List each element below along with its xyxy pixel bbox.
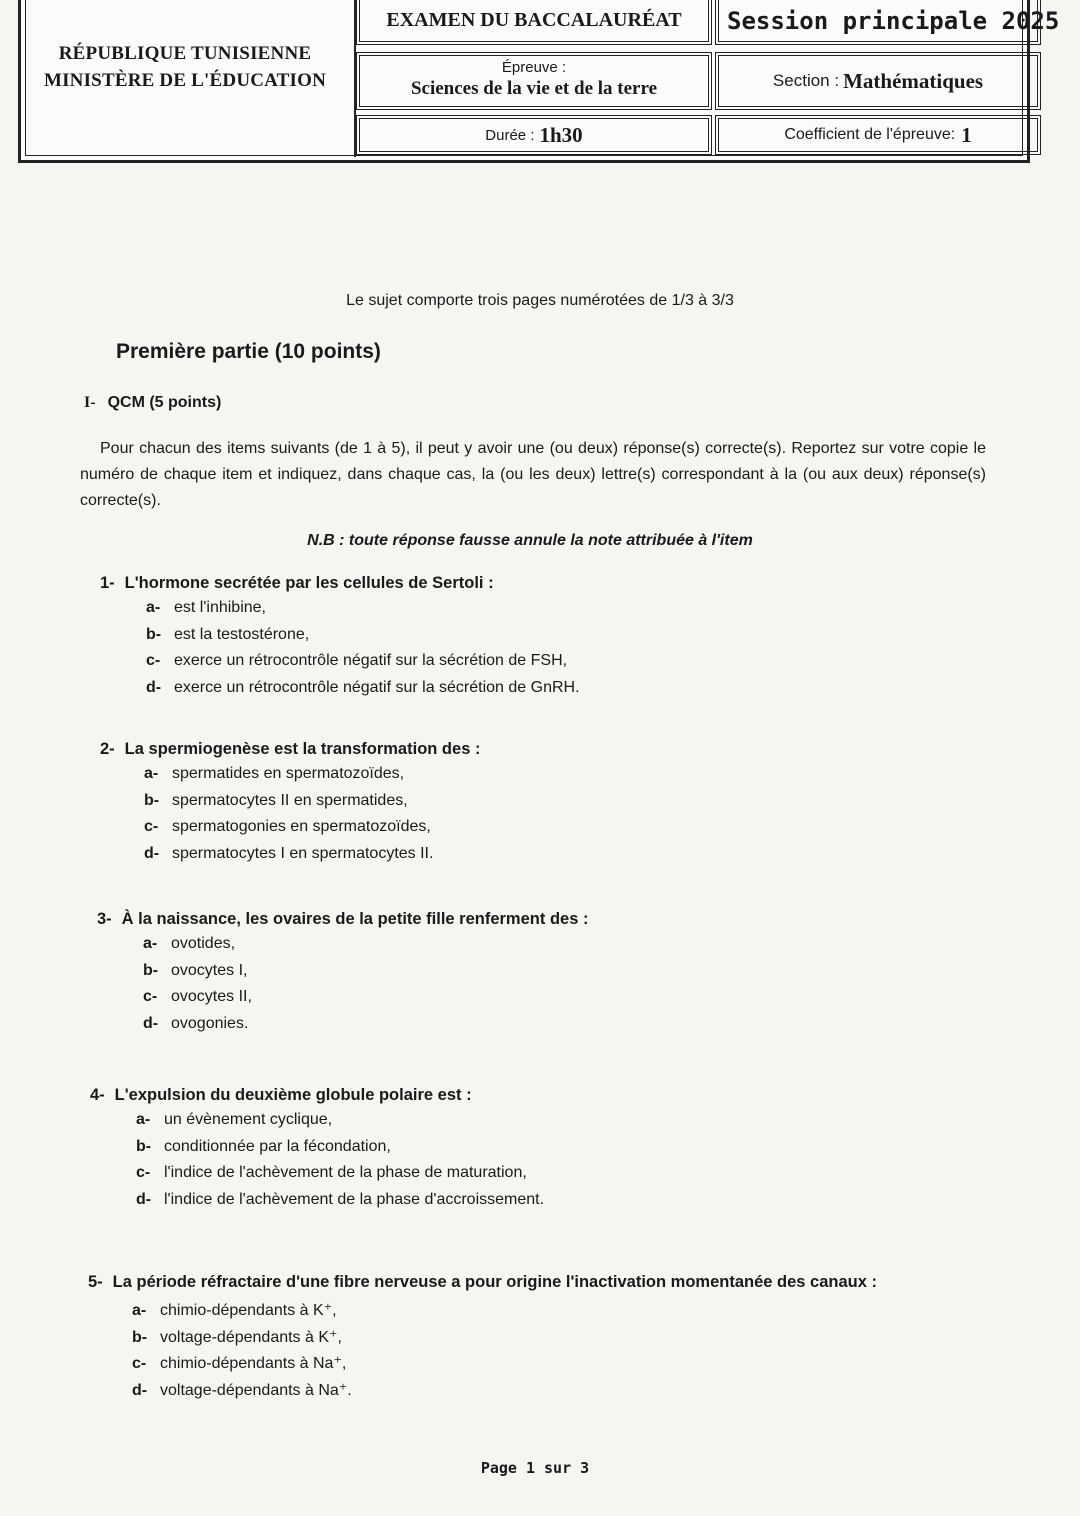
section-value: Mathématiques <box>843 68 984 93</box>
question-text: La période réfractaire d'une fibre nerveuse a pour origine l'inactivation momentanée des canaux : <box>112 1273 877 1291</box>
option-letter: a- <box>143 935 158 952</box>
section-label: Section : <box>772 71 840 90</box>
page-count-note: Le sujet comporte trois pages numérotées de 1/3 à 3/3 <box>346 292 734 309</box>
option-c <box>132 1351 993 1378</box>
section-number: I- <box>84 394 96 411</box>
exam-header <box>18 0 1060 163</box>
option-d <box>136 1187 544 1214</box>
session-cell <box>718 0 1060 42</box>
question-stem <box>100 574 580 593</box>
question-number: 1- <box>100 574 115 592</box>
option-a <box>144 761 480 788</box>
instructions-paragraph: Pour chacun des items suivants (de 1 à 5), il peut y avoir une (ou deux) réponse(s) correcte(s). Reportez sur votre copie le numéro de chaque item et indiquez, dans chaque cas, la (ou les deux) lettre(s) correspondant à la (ou aux deux) réponse(s) correcte(s). <box>80 440 986 509</box>
option-letter: b- <box>136 1137 152 1155</box>
option-list <box>88 1298 993 1404</box>
option-letter: d- <box>136 1190 152 1208</box>
option-text: ovogonies. <box>171 1014 249 1032</box>
option-text: spermatocytes II en spermatides, <box>172 791 408 809</box>
option-d <box>132 1378 993 1405</box>
option-text: un évènement cyclique, <box>164 1111 333 1128</box>
option-letter: d- <box>144 844 160 862</box>
option-text: ovocytes I, <box>171 961 248 979</box>
duree-label: Durée : <box>485 126 535 144</box>
option-letter: c- <box>132 1355 147 1372</box>
option-letter: c- <box>136 1164 151 1181</box>
option-text: chimio-dépendants à K⁺, <box>160 1302 337 1319</box>
option-list <box>90 1107 544 1213</box>
option-b <box>132 1325 993 1352</box>
epreuve-cell <box>359 55 709 107</box>
option-list <box>100 761 480 867</box>
coefficient-label: Coefficient de l'épreuve: <box>784 126 956 143</box>
epreuve-value: Sciences de la vie et de la terre <box>410 78 658 99</box>
question-number: 5- <box>88 1273 103 1291</box>
question-5 <box>88 1267 993 1404</box>
question-text: L'expulsion du deuxième globule polaire est : <box>114 1086 472 1104</box>
option-text: exerce un rétrocontrôle négatif sur la sécrétion de FSH, <box>174 652 568 669</box>
coefficient-value: 1 <box>961 122 972 147</box>
question-number: 2- <box>100 740 115 758</box>
option-text: ovotides, <box>171 935 236 952</box>
question-stem <box>97 910 588 929</box>
question-text: L'hormone secrétée par les cellules de Sertoli : <box>124 574 494 592</box>
question-number: 3- <box>97 910 112 928</box>
session-label: Session principale 2025 <box>727 6 1060 35</box>
option-text: l'indice de l'achèvement de la phase d'accroissement. <box>164 1190 545 1208</box>
exam-title: EXAMEN DU BACCALAURÉAT <box>386 9 682 31</box>
option-letter: b- <box>144 791 160 809</box>
option-text: ovocytes II, <box>171 988 252 1005</box>
header-left-block <box>27 40 343 94</box>
option-text: spermatocytes I en spermatocytes II. <box>172 844 434 862</box>
option-text: chimio-dépendants à Na⁺, <box>160 1355 347 1372</box>
question-stem <box>88 1267 993 1297</box>
option-b <box>146 622 580 649</box>
option-c <box>136 1160 544 1187</box>
option-a <box>143 931 588 958</box>
option-text: est l'inhibine, <box>174 599 266 616</box>
option-letter: c- <box>144 818 159 835</box>
option-letter: d- <box>146 678 162 696</box>
option-letter: b- <box>132 1328 148 1346</box>
option-a <box>136 1107 544 1134</box>
option-text: est la testostérone, <box>174 625 310 643</box>
option-letter: d- <box>132 1381 148 1399</box>
option-text: voltage-dépendants à Na⁺. <box>160 1381 352 1399</box>
option-b <box>143 958 588 985</box>
question-stem <box>90 1086 544 1105</box>
option-text: spermatides en spermatozoïdes, <box>172 765 405 782</box>
option-a <box>132 1298 993 1325</box>
option-c <box>146 648 580 675</box>
ministry-name: MINISTÈRE DE L'ÉDUCATION <box>43 70 327 91</box>
part-title: Première partie (10 points) <box>116 340 381 363</box>
question-3 <box>97 910 588 1037</box>
country-name: RÉPUBLIQUE TUNISIENNE <box>58 43 312 64</box>
coefficient-cell <box>718 118 1038 152</box>
header-divider <box>354 0 356 157</box>
option-letter: a- <box>144 765 159 782</box>
option-d <box>143 1011 588 1038</box>
question-1 <box>100 574 580 701</box>
question-2 <box>100 740 480 867</box>
option-d <box>144 841 480 868</box>
option-text: conditionnée par la fécondation, <box>164 1137 391 1155</box>
exam-title-cell <box>359 0 709 42</box>
section-title: QCM (5 points) <box>107 394 222 411</box>
page-number: Page 1 sur 3 <box>480 1459 590 1477</box>
option-text: spermatogonies en spermatozoïdes, <box>172 818 431 835</box>
option-letter: b- <box>146 625 162 643</box>
epreuve-label: Épreuve : <box>501 59 567 76</box>
question-number: 4- <box>90 1086 105 1104</box>
option-text: l'indice de l'achèvement de la phase de maturation, <box>164 1164 527 1181</box>
duree-value: 1h30 <box>539 122 583 147</box>
section-heading <box>84 394 221 412</box>
duree-cell <box>359 118 709 152</box>
option-list <box>97 931 588 1037</box>
option-letter: a- <box>146 599 161 616</box>
option-c <box>143 984 588 1011</box>
option-c <box>144 814 480 841</box>
option-letter: a- <box>136 1111 151 1128</box>
question-4 <box>90 1086 544 1213</box>
option-text: voltage-dépendants à K⁺, <box>160 1328 342 1346</box>
nb-note: N.B : toute réponse fausse annule la note attribuée à l'item <box>307 532 753 549</box>
option-letter: d- <box>143 1014 159 1032</box>
option-letter: c- <box>146 652 161 669</box>
option-b <box>144 788 480 815</box>
question-text: La spermiogenèse est la transformation des : <box>124 740 481 758</box>
option-a <box>146 595 580 622</box>
option-letter: c- <box>143 988 158 1005</box>
option-letter: b- <box>143 961 159 979</box>
option-letter: a- <box>132 1302 147 1319</box>
option-d <box>146 675 580 702</box>
option-b <box>136 1134 544 1161</box>
option-list <box>100 595 580 701</box>
question-stem <box>100 740 480 759</box>
option-text: exerce un rétrocontrôle négatif sur la sécrétion de GnRH. <box>174 678 580 696</box>
question-text: À la naissance, les ovaires de la petite fille renferment des : <box>121 910 589 928</box>
section-cell <box>718 55 1038 107</box>
